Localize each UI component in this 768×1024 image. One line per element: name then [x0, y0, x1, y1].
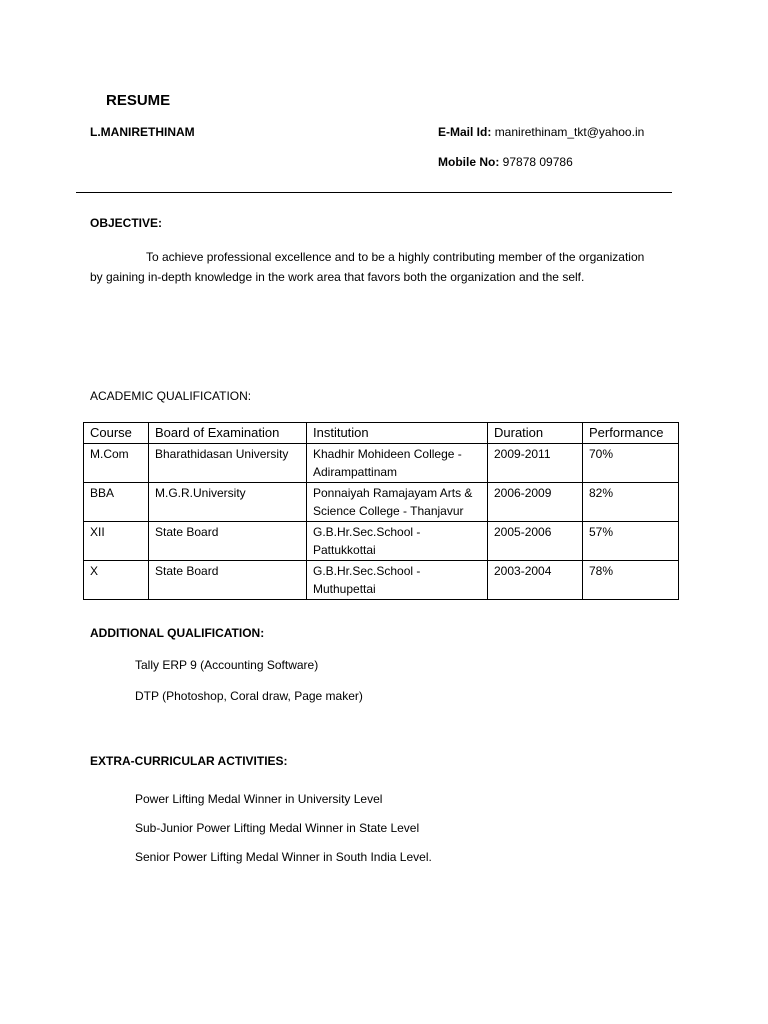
cell-duration: 2006-2009 — [488, 483, 583, 522]
extracurricular-item: Senior Power Lifting Medal Winner in South India Level. — [135, 850, 432, 864]
email-value: manirethinam_tkt@yahoo.in — [494, 125, 645, 139]
cell-duration: 2003-2004 — [488, 561, 583, 600]
table-header-row — [84, 423, 679, 444]
additional-item: Tally ERP 9 (Accounting Software) — [135, 658, 319, 672]
cell-board: Bharathidasan University — [149, 444, 307, 483]
header-divider — [76, 192, 672, 193]
extracurricular-item: Power Lifting Medal Winner in University Level — [135, 792, 383, 806]
cell-institution: G.B.Hr.Sec.School - Pattukkottai — [307, 522, 488, 561]
cell-board: State Board — [149, 561, 307, 600]
cell-institution: Ponnaiyah Ramajayam Arts & Science College - Thanjavur — [307, 483, 488, 522]
cell-board: State Board — [149, 522, 307, 561]
mobile-label: Mobile No: — [438, 155, 500, 169]
mobile-value: 97878 09786 — [502, 155, 573, 169]
email-label: E-Mail Id: — [438, 125, 492, 139]
cell-duration: 2009-2011 — [488, 444, 583, 483]
additional-item: DTP (Photoshop, Coral draw, Page maker) — [135, 689, 363, 703]
resume-title: RESUME — [106, 92, 171, 109]
column-header-duration: Duration — [488, 423, 583, 444]
cell-course: X — [84, 561, 149, 600]
objective-text: To achieve professional excellence and to be a highly contributing member of the organization by gaining in-depth knowledge in the work area that favors both the organization and the self. — [90, 250, 645, 284]
cell-institution: Khadhir Mohideen College - Adirampattinam — [307, 444, 488, 483]
cell-performance: 57% — [583, 522, 679, 561]
table-row — [84, 522, 679, 561]
cell-course: XII — [84, 522, 149, 561]
cell-duration: 2005-2006 — [488, 522, 583, 561]
academic-table — [83, 422, 679, 600]
cell-board: M.G.R.University — [149, 483, 307, 522]
candidate-name: L.MANIRETHINAM — [90, 125, 195, 139]
objective-heading: OBJECTIVE: — [90, 216, 163, 230]
email-line — [438, 125, 644, 139]
extracurricular-heading: EXTRA-CURRICULAR ACTIVITIES: — [90, 754, 288, 768]
academic-heading: ACADEMIC QUALIFICATION: — [90, 389, 252, 403]
cell-performance: 70% — [583, 444, 679, 483]
mobile-line — [438, 155, 573, 169]
cell-course: BBA — [84, 483, 149, 522]
cell-performance: 82% — [583, 483, 679, 522]
extracurricular-item: Sub-Junior Power Lifting Medal Winner in State Level — [135, 821, 420, 835]
column-header-performance: Performance — [583, 423, 679, 444]
table-row — [84, 483, 679, 522]
column-header-board: Board of Examination — [149, 423, 307, 444]
additional-heading: ADDITIONAL QUALIFICATION: — [90, 626, 265, 640]
table-row — [84, 444, 679, 483]
academic-table-wrap — [83, 422, 679, 600]
cell-course: M.Com — [84, 444, 149, 483]
table-row — [84, 561, 679, 600]
column-header-institution: Institution — [307, 423, 488, 444]
cell-institution: G.B.Hr.Sec.School - Muthupettai — [307, 561, 488, 600]
column-header-course: Course — [84, 423, 149, 444]
cell-performance: 78% — [583, 561, 679, 600]
